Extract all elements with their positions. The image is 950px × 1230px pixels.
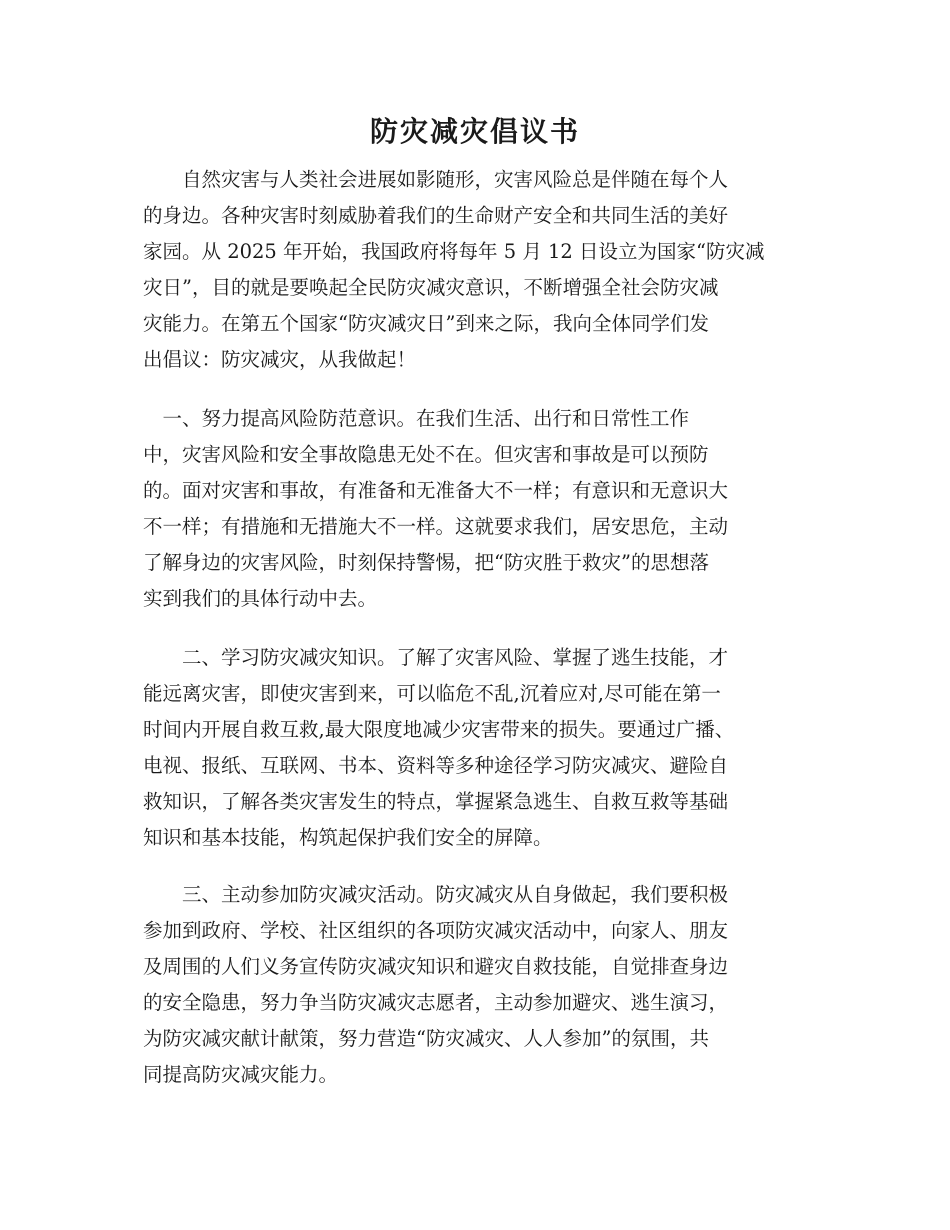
paragraph-line: 自然灾害与人类社会进展如影随形，灾害风险总是伴随在每个人: [143, 168, 729, 191]
paragraph-line: 电视、报纸、互联网、书本、资料等多种途径学习防灾减灾、避险自: [143, 754, 729, 777]
paragraph-section-3: [143, 877, 813, 1093]
paragraph-line: 了解身边的灾害风险，时刻保持警惕，把“防灾胜于救灾”的思想落: [143, 551, 709, 574]
paragraph-line: 出倡议：防灾减灾，从我做起！: [143, 348, 417, 371]
paragraph-line: 灾能力。在第五个国家“防灾减灾日”到来之际，我向全体同学们发: [143, 312, 709, 335]
paragraph-line: 三、主动参加防灾减灾活动。防灾减灾从自身做起，我们要积极: [143, 883, 729, 906]
paragraph-line: 时间内开展自救互救,最大限度地减少灾害带来的损失。要通过广播、: [143, 718, 735, 741]
paragraph-line: 的安全隐患，努力争当防灾减灾志愿者，主动参加避灾、逃生演习，: [143, 991, 729, 1014]
paragraph-line: 的。面对灾害和事故，有准备和无准备大不一样；有意识和无意识大: [143, 479, 729, 502]
paragraph-line: 灾日”，目的就是要唤起全民防灾减灾意识，不断增强全社会防灾减: [143, 276, 719, 299]
paragraph-intro: [143, 162, 813, 378]
paragraph-line: 实到我们的具体行动中去。: [143, 587, 378, 610]
paragraph-line: 及周围的人们义务宣传防灾减灾知识和避灾自救技能，自觉排查身边: [143, 955, 729, 978]
paragraph-section-2: [143, 640, 813, 856]
paragraph-line: 二、学习防灾减灾知识。了解了灾害风险、掌握了逃生技能，才: [143, 646, 729, 669]
paragraph-section-1: [143, 401, 813, 617]
paragraph-line: 参加到政府、学校、社区组织的各项防灾减灾活动中，向家人、朋友: [143, 919, 729, 942]
paragraph-line: 知识和基本技能，构筑起保护我们安全的屏障。: [143, 826, 553, 849]
paragraph-line: 中，灾害风险和安全事故隐患无处不在。但灾害和事故是可以预防: [143, 443, 709, 466]
document-title: 防灾减灾倡议书: [369, 115, 580, 148]
paragraph-line: 同提高防灾减灾能力。: [143, 1063, 339, 1086]
paragraph-line: 的身边。各种灾害时刻威胁着我们的生命财产安全和共同生活的美好: [143, 204, 729, 227]
paragraph-line: 一、努力提高风险防范意识。在我们生活、出行和日常性工作: [143, 407, 690, 430]
paragraph-line: 不一样；有措施和无措施大不一样。这就要求我们，居安思危，主动: [143, 515, 729, 538]
paragraph-line: 能远离灾害，即使灾害到来，可以临危不乱,沉着应对,尽可能在第一: [143, 682, 721, 705]
paragraph-line: 家园。从 2025 年开始，我国政府将每年 5 月 12 日设立为国家“防灾减: [143, 240, 765, 263]
paragraph-line: 救知识，了解各类灾害发生的特点，掌握紧急逃生、自救互救等基础: [143, 790, 729, 813]
paragraph-line: 为防灾减灾献计献策，努力营造“防灾减灾、人人参加”的氛围，共: [143, 1027, 709, 1050]
